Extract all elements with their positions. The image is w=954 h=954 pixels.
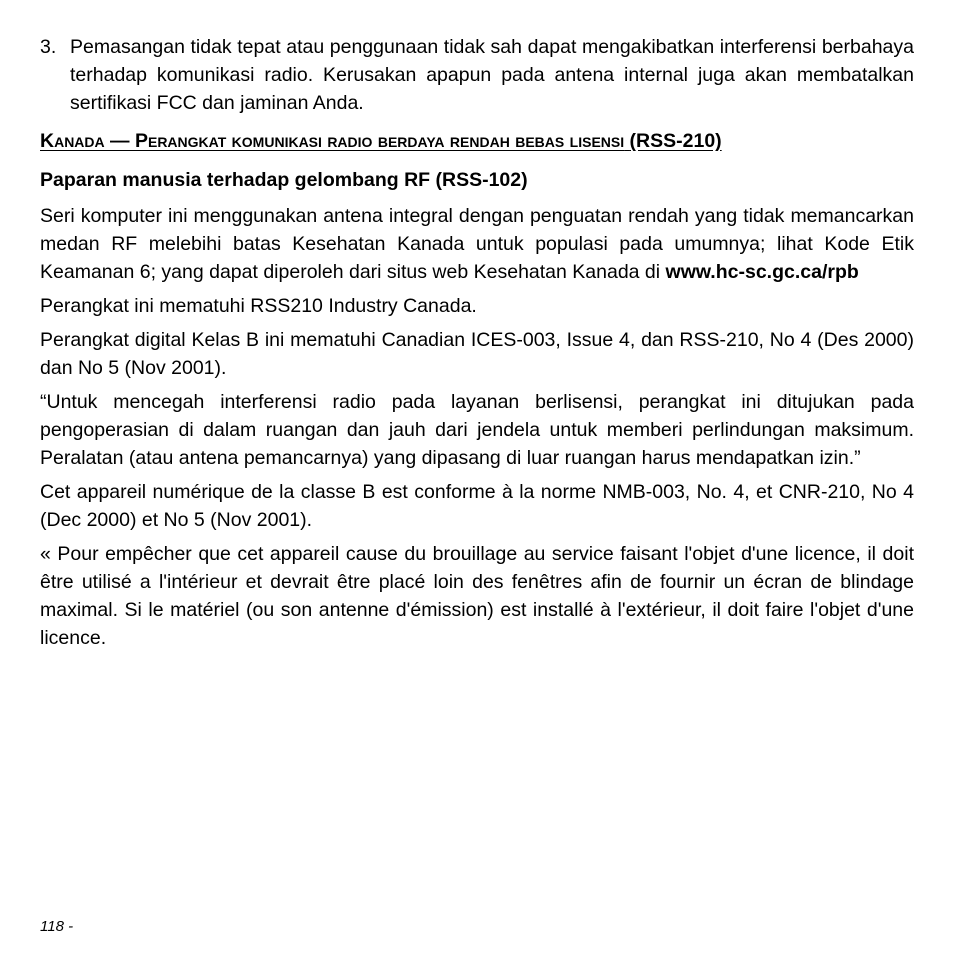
paragraph-french-class-b: Cet appareil numérique de la classe B est conforme à la norme NMB-003, No. 4, et CNR-210, No 4 (Dec 2000) et No 5 (Nov 2001).	[40, 481, 914, 531]
paragraph-indoor-use: “Untuk mencegah interferensi radio pada layanan berlisensi, perangkat ini ditujukan pada pengoperasian di dalam ruangan dan jauh dari jendela untuk memberi perlindungan maksimum. Peralatan (atau antena pemancarnya) yang dipasang di luar ruangan harus mendapatkan izin.”	[40, 391, 914, 469]
page-number: 118 -	[40, 918, 74, 935]
page-content	[40, 33, 914, 658]
numbered-item-3	[40, 33, 914, 117]
paragraph-class-b: Perangkat digital Kelas B ini mematuhi Canadian ICES-003, Issue 4, dan RSS-210, No 4 (Des 2000) dan No 5 (Nov 2001).	[40, 329, 914, 379]
paragraph-rss210: Perangkat ini mematuhi RSS210 Industry Canada.	[40, 295, 477, 317]
section-heading-title: Kanada — Perangkat komunikasi radio berdaya rendah bebas lisensi	[40, 130, 625, 152]
paragraph-french-indoor-use: « Pour empêcher que cet appareil cause du brouillage au service faisant l'objet d'une licence, il doit être utilisé a l'intérieur et devrait être placé loin des fenêtres afin de fournir un écran de blindage maximal. Si le matériel (ou son antenne d'émission) est installé à l'extérieur, il doit faire l'objet d'une licence.	[40, 543, 914, 649]
paragraph-rf-exposure	[40, 202, 914, 286]
paragraph-text: Seri komputer ini menggunakan antena integral dengan penguatan rendah yang tidak memancarkan medan RF melebihi batas Kesehatan Kanada untuk populasi pada umumnya; lihat Kode Etik Keamanan 6; yang dapat diperoleh dari situs web Kesehatan Kanada di	[40, 205, 914, 283]
section-heading-code: (RSS-210)	[629, 130, 722, 152]
list-item-text: Pemasangan tidak tepat atau penggunaan tidak sah dapat mengakibatkan interferensi berbahaya terhadap komunikasi radio. Kerusakan apapun pada antena internal juga akan membatalkan sertifikasi FCC dan jaminan Anda.	[70, 36, 914, 114]
section-heading	[40, 124, 914, 158]
subheading: Paparan manusia terhadap gelombang RF (RSS-102)	[40, 169, 528, 191]
website-link[interactable]: www.hc-sc.gc.ca/rpb	[665, 261, 859, 283]
list-number: 3.	[40, 36, 57, 58]
